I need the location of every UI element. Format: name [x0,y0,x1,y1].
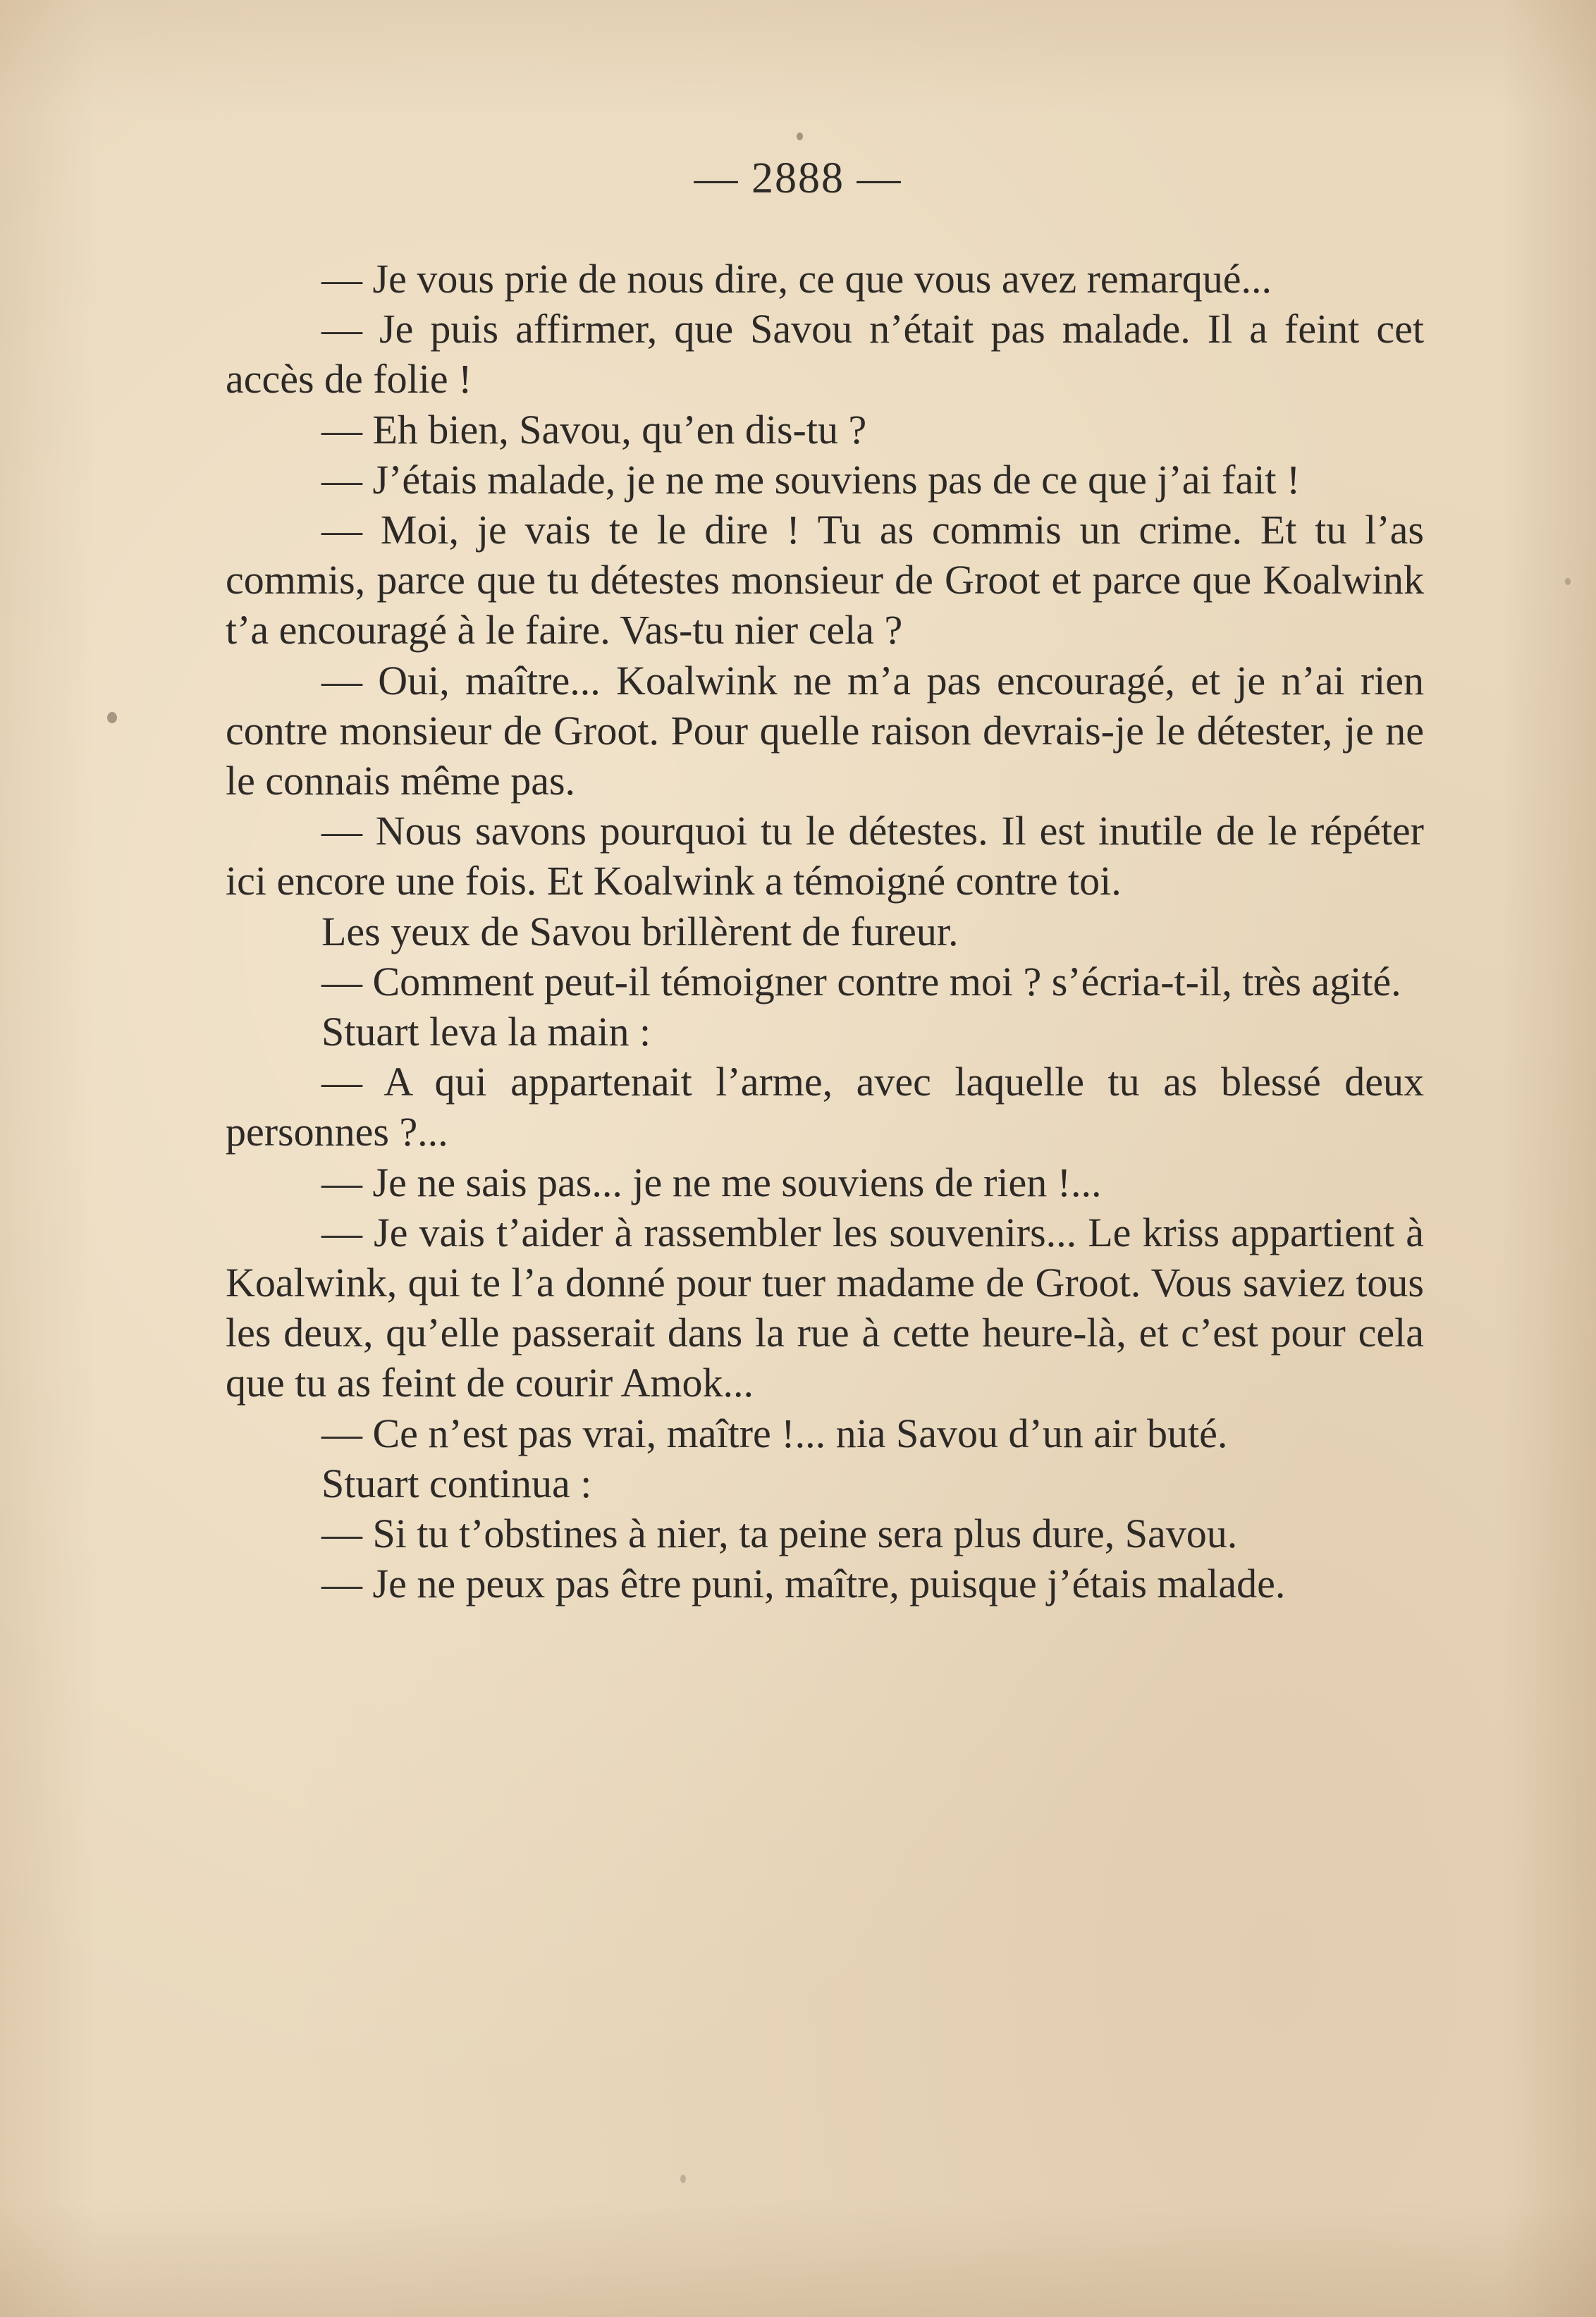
paragraph: — Nous savons pourquoi tu le détestes. Il est inutile de le répéter ici encore une fois. Et Koalwink a témoigné contre toi. [226,808,1424,904]
paragraph: — Comment peut-il témoigner contre moi ? s’écria-t-il, très agité. [321,958,1401,1004]
paragraph: — Moi, je vais te le dire ! Tu as commis un crime. Et tu l’as commis, parce que tu détestes monsieur de Groot et parce que Koalwink t’a encouragé à le faire. Vas-tu nier cela ? [226,507,1424,653]
paragraph: — Eh bien, Savou, qu’en dis-tu ? [321,406,867,453]
paragraph: Stuart leva la main : [321,1009,651,1055]
paragraph: Stuart continua : [321,1460,592,1506]
paragraph: — A qui appartenait l’arme, avec laquelle tu as blessé deux personnes ?... [226,1059,1424,1155]
page-number: — 2888 — [694,154,902,202]
body-text [226,254,1424,1609]
paragraph: — Je ne sais pas... je ne me souviens de rien !... [321,1159,1102,1205]
paragraph: Les yeux de Savou brillèrent de fureur. [321,908,959,954]
paper-speck [1565,578,1571,585]
paper-speck [797,133,803,140]
paragraph: — Je puis affirmer, que Savou n’était pas malade. Il a feint cet accès de folie ! [226,306,1424,402]
paragraph: — Si tu t’obstines à nier, ta peine sera plus dure, Savou. [321,1511,1238,1557]
paragraph: — J’étais malade, je ne me souviens pas de ce que j’ai fait ! [321,456,1301,503]
paper-speck [680,2175,686,2183]
paragraph: — Je vais t’aider à rassembler les souvenirs... Le kriss appartient à Koalwink, qui te l’a donné pour tuer madame de Groot. Vous saviez tous les deux, qu’elle passerait dans la rue à cette heure-là, et c’est pour cela que tu as feint de courir Amok... [226,1209,1424,1406]
paragraph: — Oui, maître... Koalwink ne m’a pas encouragé, et je n’ai rien contre monsieur de Groot. Pour quelle raison devrais-je le détester, je ne le connais même pas. [226,657,1424,804]
paper-speck [107,712,117,723]
paragraph: — Ce n’est pas vrai, maître !... nia Savou d’un air buté. [321,1410,1228,1456]
paragraph: — Je ne peux pas être puni, maître, puisque j’étais malade. [321,1561,1286,1607]
paragraph: — Je vous prie de nous dire, ce que vous avez remarqué... [321,256,1272,302]
